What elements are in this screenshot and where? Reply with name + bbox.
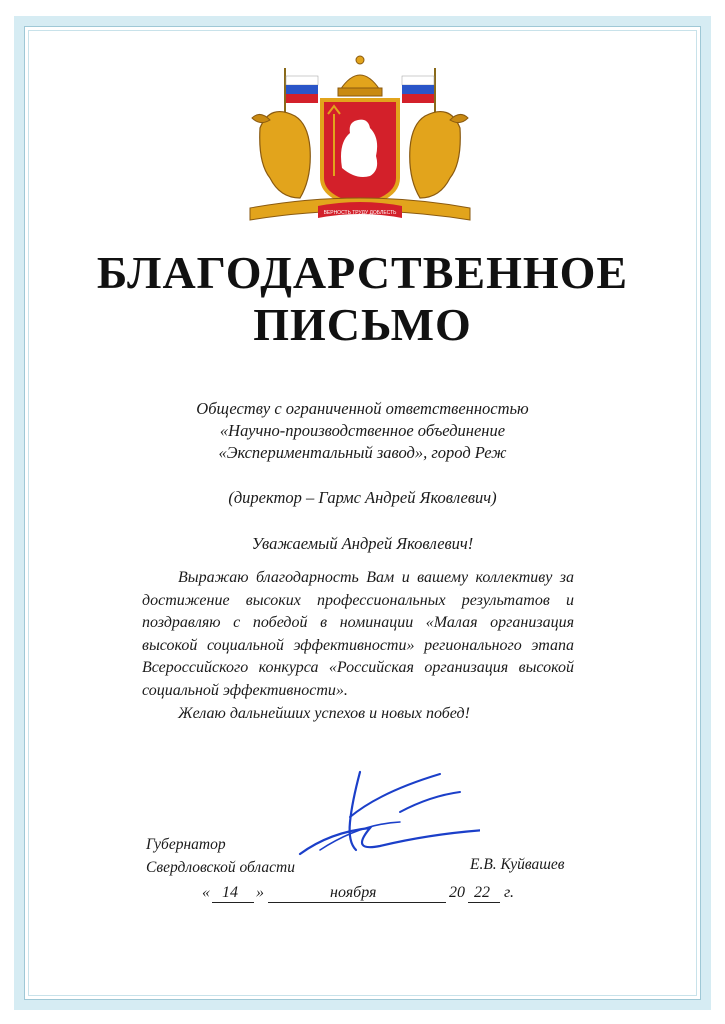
date-day: 14: [222, 884, 238, 901]
letter-body: [142, 567, 574, 726]
director-line: (директор – Гармс Андрей Яковлевич): [228, 488, 497, 507]
signature-image: [290, 762, 480, 872]
date-month-line: [268, 902, 446, 903]
wish-paragraph: Желаю дальнейших успехов и новых побед!: [178, 705, 470, 722]
body-paragraph: Выражаю благодарность Вам и вашему коллективу за достижение высоких профессиональных результатов и поздравляю с победой в номинации «Малая организация высокой социальной эффективности» регионального этапа Всероссийского конкурса «Российская организация высокой социальной эффективности».: [142, 569, 574, 699]
signer-title: [146, 833, 295, 879]
signer-title-line1: Губернатор: [146, 836, 226, 853]
date-year-prefix: 20: [449, 884, 465, 901]
letter-title-line1: БЛАГОДАРСТВЕННОЕ: [96, 247, 629, 298]
date-day-line: [212, 902, 254, 903]
date-year-mark: г.: [504, 884, 515, 901]
letter-title-line2: ПИСЬМО: [253, 299, 472, 350]
recipient-line: Обществу с ограниченной ответственностью: [196, 399, 529, 418]
date-month: ноября: [330, 884, 377, 901]
salutation: Уважаемый Андрей Яковлевич!: [251, 534, 474, 553]
svg-text:ВЕРНОСТЬ ТРУДУ ДОБЛЕСТЬ: ВЕРНОСТЬ ТРУДУ ДОБЛЕСТЬ: [323, 210, 397, 216]
date-year-suffix: 22: [474, 884, 490, 901]
date-row: [202, 884, 532, 908]
recipient-block: [100, 398, 625, 464]
signer-title-line2: Свердловской области: [146, 859, 295, 876]
signer-name: Е.В. Куйвашев: [470, 856, 565, 873]
date-close-quote: »: [256, 884, 264, 901]
recipient-line: «Научно-производственное объединение: [219, 421, 506, 440]
date-open-quote: «: [202, 884, 210, 901]
recipient-line: «Экспериментальный завод», город Реж: [218, 443, 507, 462]
coat-of-arms-emblem: [230, 48, 490, 238]
date-year-line: [468, 902, 500, 903]
